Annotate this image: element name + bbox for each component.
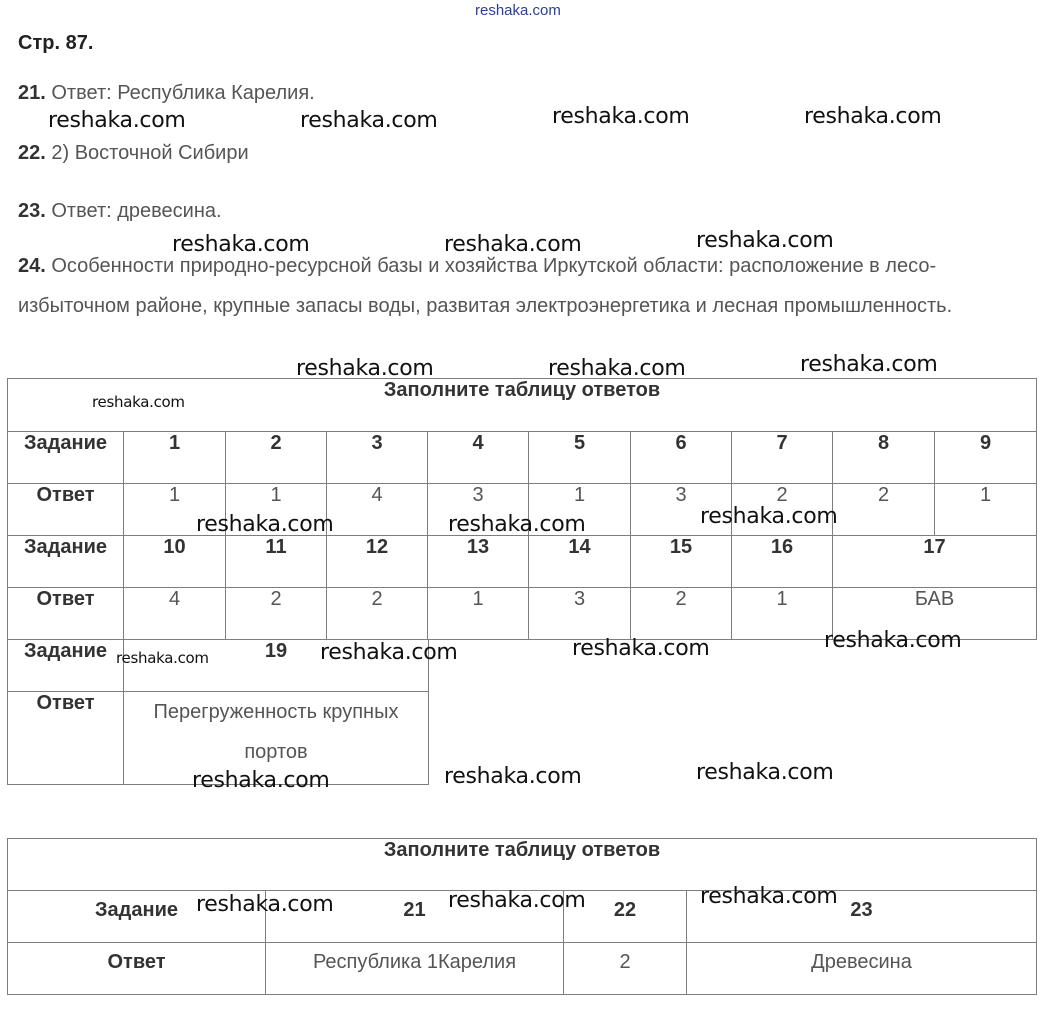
question-21 [18, 82, 315, 105]
table-caption: Заполните таблицу ответов [8, 839, 1037, 891]
answer-cell: БАВ [833, 588, 1037, 640]
question-number: 23. [18, 200, 46, 222]
watermark: reshaka.com [448, 888, 586, 913]
task-cell: 2 [226, 432, 327, 484]
answer-cell: 2 [631, 588, 732, 640]
answer-label: Ответ [8, 588, 124, 640]
answer-cell: Древесина [687, 943, 1037, 995]
task-cell: 9 [935, 432, 1037, 484]
task-cell: 4 [428, 432, 529, 484]
watermark: reshaka.com [444, 232, 582, 257]
task-label: Задание [8, 640, 124, 692]
answer-cell: 3 [529, 588, 631, 640]
watermark: reshaka.com [572, 636, 710, 661]
task-label: Задание [8, 536, 124, 588]
watermark: reshaka.com [824, 628, 962, 653]
question-text: 2) Восточной Сибири [51, 142, 249, 164]
question-number: 21. [18, 82, 46, 104]
answer-label: Ответ [8, 692, 124, 785]
answers-table-1 [7, 378, 1037, 640]
watermark: reshaka.com [196, 892, 334, 917]
answer-cell: Перегруженность крупных портов [124, 692, 429, 785]
watermark: reshaka.com [696, 228, 834, 253]
question-23 [18, 200, 222, 223]
task-cell: 21 [266, 891, 564, 943]
task-cell: 14 [529, 536, 631, 588]
watermark: reshaka.com [804, 104, 942, 129]
task-cell: 10 [124, 536, 226, 588]
task-cell: 11 [226, 536, 327, 588]
answer-cell: 4 [124, 588, 226, 640]
answers-table-2 [7, 838, 1037, 995]
watermark: reshaka.com [192, 768, 330, 793]
watermark: reshaka.com [196, 512, 334, 537]
watermark: reshaka.com [696, 760, 834, 785]
question-22 [18, 142, 249, 165]
task-label: Задание [8, 891, 266, 943]
question-number: 24. [18, 255, 46, 277]
answer-label: Ответ [8, 484, 124, 536]
task-cell: 8 [833, 432, 935, 484]
task-cell: 1 [124, 432, 226, 484]
answer-cell: 1 [428, 588, 529, 640]
task-cell: 19 [124, 640, 429, 692]
table-row [8, 943, 1037, 995]
answer-cell: 1 [529, 484, 631, 536]
watermark: reshaka.com [444, 764, 582, 789]
answer-cell: 2 [732, 484, 833, 536]
question-24 [18, 246, 1033, 326]
answer-cell: 1 [124, 484, 226, 536]
watermark: reshaka.com [548, 356, 686, 381]
watermark: reshaka.com [172, 232, 310, 257]
task-cell: 6 [631, 432, 732, 484]
task-cell: 12 [327, 536, 428, 588]
watermark: reshaka.com [800, 352, 938, 377]
watermark: reshaka.com [700, 504, 838, 529]
watermark: reshaka.com [300, 108, 438, 133]
task-cell: 17 [833, 536, 1037, 588]
answer-cell: 2 [327, 588, 428, 640]
question-text: Ответ: древесина. [51, 200, 222, 222]
site-link[interactable]: reshaka.com [475, 2, 561, 19]
watermark: reshaka.com [700, 884, 838, 909]
task-cell: 3 [327, 432, 428, 484]
answer-cell: 1 [935, 484, 1037, 536]
watermark: reshaka.com [552, 104, 690, 129]
answer-cell: 2 [564, 943, 687, 995]
answer-cell: 4 [327, 484, 428, 536]
watermark: reshaka.com [116, 649, 209, 667]
answer-label: Ответ [8, 943, 266, 995]
answer-cell: 1 [226, 484, 327, 536]
task-cell: 13 [428, 536, 529, 588]
watermark: reshaka.com [448, 512, 586, 537]
task-cell: 15 [631, 536, 732, 588]
answer-cell: Республика 1Карелия [266, 943, 564, 995]
question-text: Ответ: Республика Карелия. [51, 82, 315, 104]
answer-cell: 2 [226, 588, 327, 640]
table-caption: Заполните таблицу ответов [8, 379, 1037, 432]
page-title: Стр. 87. [18, 32, 94, 54]
table-row [8, 536, 1037, 588]
task-cell: 22 [564, 891, 687, 943]
task-cell: 7 [732, 432, 833, 484]
watermark: reshaka.com [92, 393, 185, 411]
question-text: Особенности природно-ресурсной базы и хозяйства Иркутской области: расположение в лесо-избыточном районе, крупные запасы воды, развитая электроэнергетика и лесная промышленность. [18, 255, 953, 317]
question-number: 22. [18, 142, 46, 164]
answer-cell: 3 [428, 484, 529, 536]
answer-cell: 3 [631, 484, 732, 536]
watermark: reshaka.com [320, 640, 458, 665]
watermark: reshaka.com [296, 356, 434, 381]
task-label: Задание [8, 432, 124, 484]
watermark: reshaka.com [48, 108, 186, 133]
answer-cell: 2 [833, 484, 935, 536]
table-row [8, 432, 1037, 484]
task-cell: 16 [732, 536, 833, 588]
answer-cell: 1 [732, 588, 833, 640]
task-cell: 23 [687, 891, 1037, 943]
task-cell: 5 [529, 432, 631, 484]
